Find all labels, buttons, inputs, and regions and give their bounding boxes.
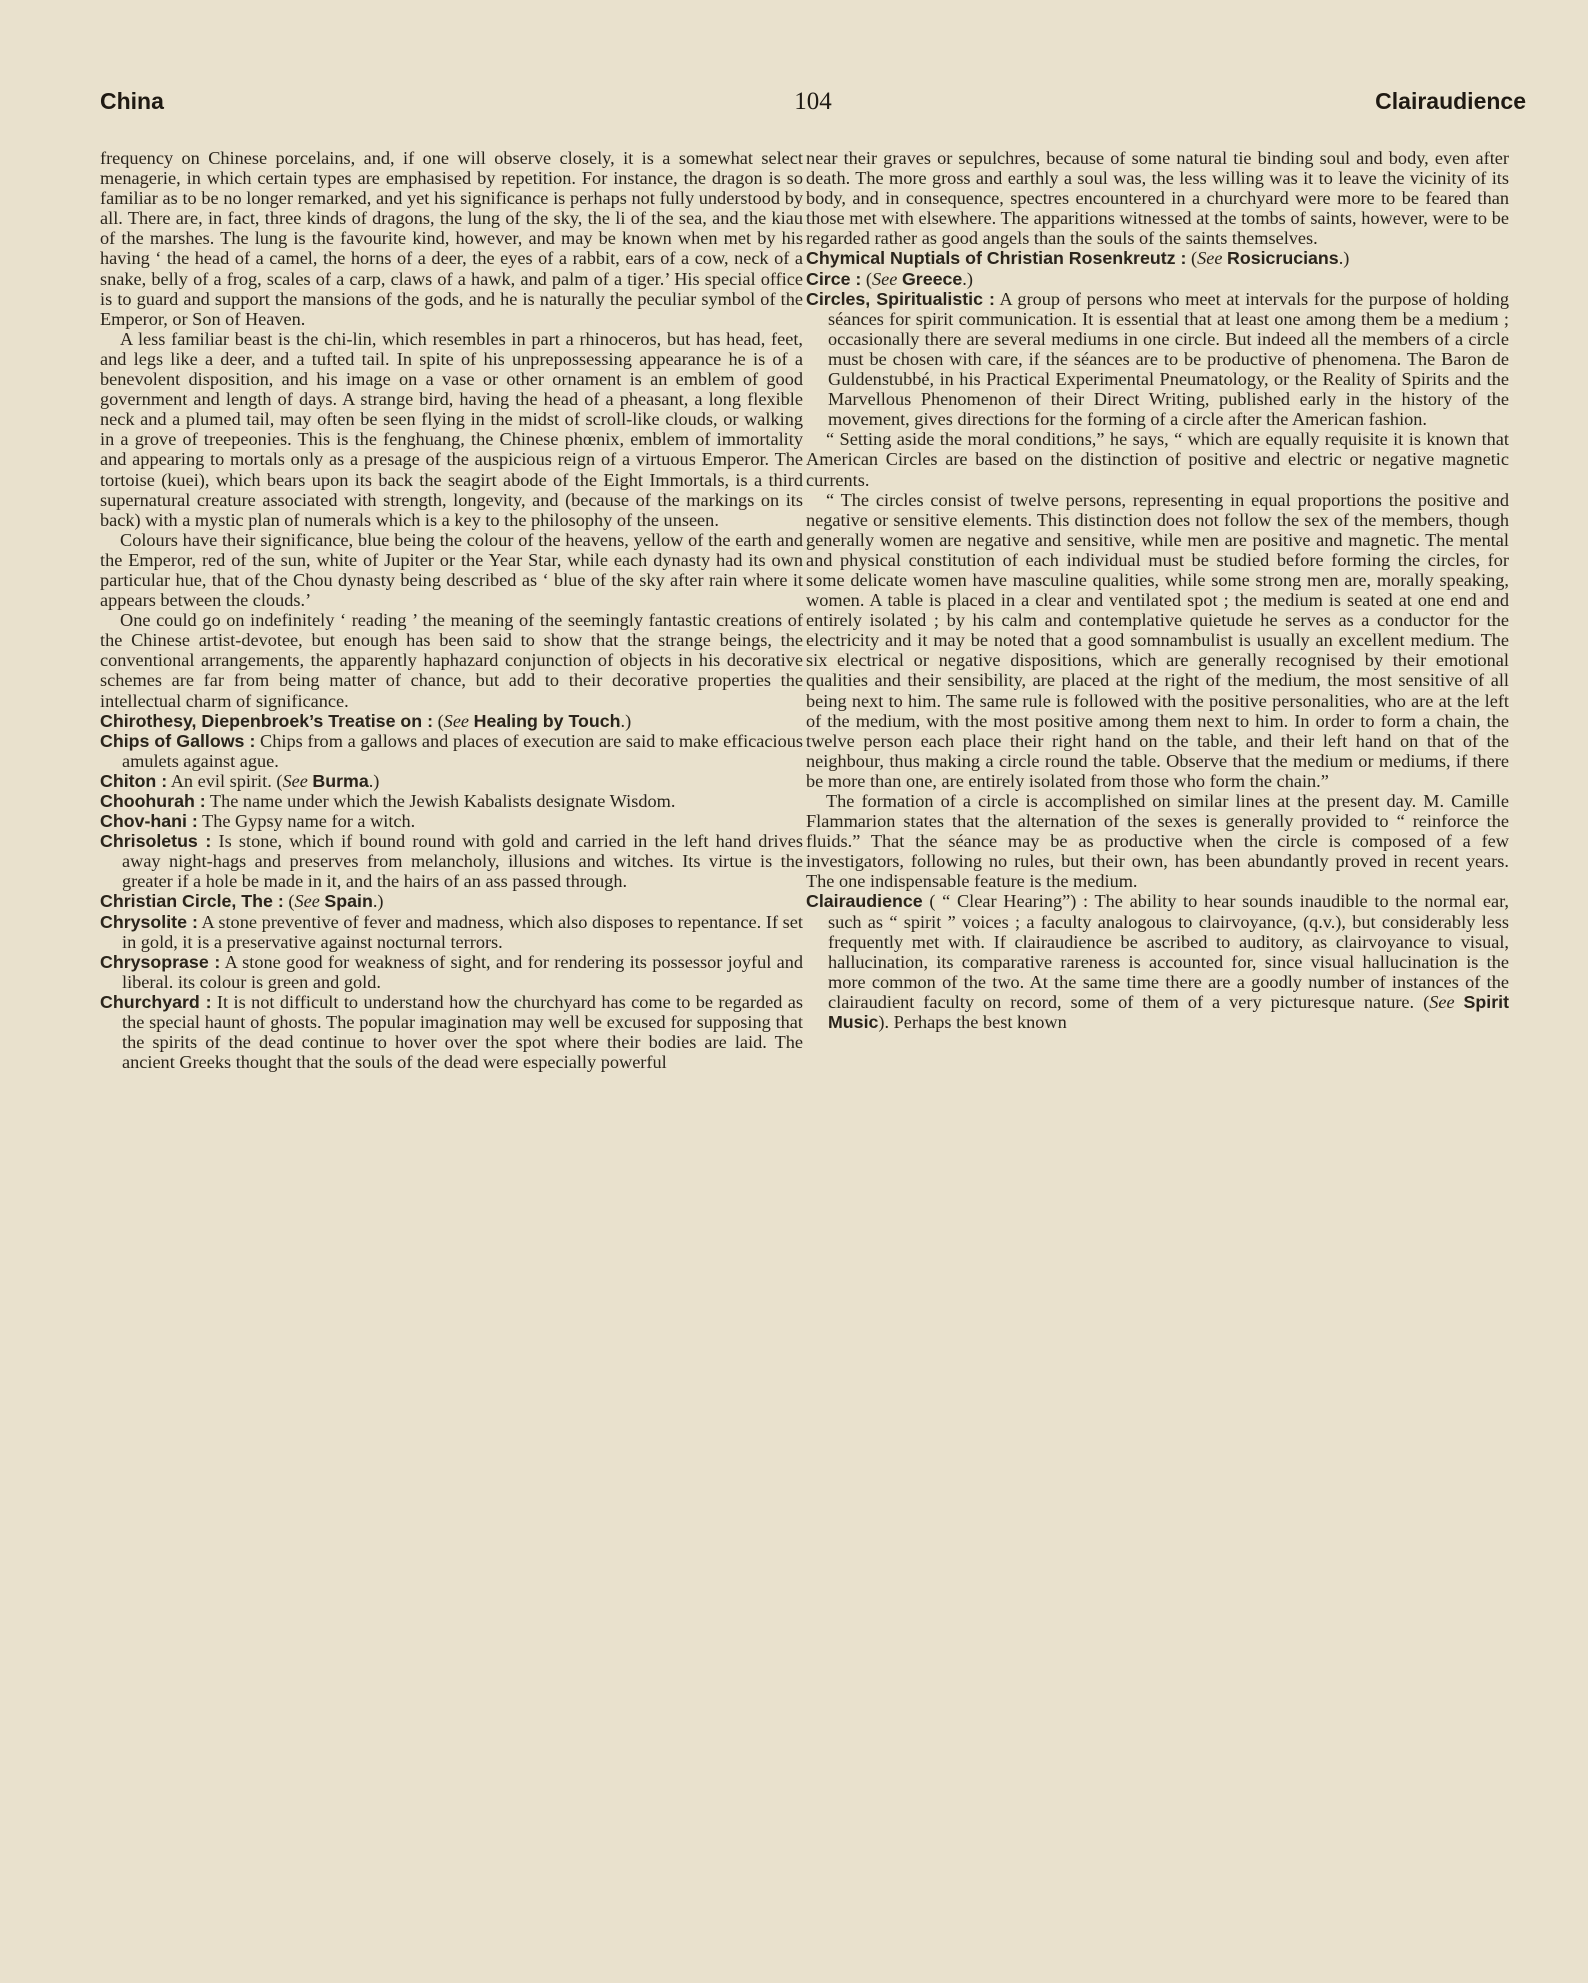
entry-headword: Chirothesy, Diepenbroek’s Treatise on :	[100, 710, 433, 731]
cross-reference: Spirit Music	[828, 991, 1509, 1033]
entry-text-end: ). Perhaps the best known	[878, 1012, 1067, 1033]
paragraph: A less familiar beast is the chi-lin, which resembles in part a rhinoceros, but has head, feet, and legs like a deer, and a tufted tail. In spite of his unprepossessing appearance he is of a benevolent disposition, and his image on a vase or other ornament is an emblem of good government and length of days. A strange bird, having the head of a pheasant, a long flexible neck and a plumed tail, may often be seen flying in the midst of scroll-like clouds, or walking in a grove of treepeonies. This is the fenghuang, the Chinese phœnix, emblem of immortality and appearing to mortals only as a presage of the auspicious reign of a virtuous Emperor. The tortoise (kuei), which bears upon its back the seagirt abode of the Eight Immortals, is a third supernatural creature associated with strength, longevity, and (because of the markings on its back) with a mystic plan of numerals which is a key to the philosophy of the unseen.	[100, 328, 803, 530]
entry-headword: Chymical Nuptials of Christian Rosenkreutz :	[806, 248, 1187, 269]
dictionary-entry	[806, 891, 1509, 1032]
paragraph: “ Setting aside the moral conditions,” he says, “ which are equally requisite it is known that American Circles are based on the distinction of positive and electric or negative magnetic currents.	[806, 429, 1509, 490]
dictionary-entry	[100, 912, 803, 952]
entry-text: The Gypsy name for a witch.	[197, 811, 416, 832]
entry-text: A stone preventive of fever and madness, which also disposes to repentance. If set in gold, it is a preservative against nocturnal terrors.	[122, 911, 803, 952]
dictionary-entry	[100, 952, 803, 992]
see-label: See	[294, 891, 320, 912]
dictionary-entry	[100, 831, 803, 891]
right-column	[806, 148, 1509, 1938]
paragraph: frequency on Chinese porcelains, and, if one will observe closely, it is a somewhat select menagerie, in which certain types are emphasised by repetition. For instance, the dragon is so familiar as to be no longer remarked, and yet his significance is perhaps not fully understood by all. There are, in fact, three kinds of dragons, the lung of the sky, the li of the sea, and the kiau of the marshes. The lung is the favourite kind, however, and may be known when met by his having ‘ the head of a camel, the horns of a deer, the eyes of a rabbit, ears of a cow, neck of a snake, belly of a frog, scales of a carp, claws of a hawk, and palm of a tiger.’ His special office is to guard and support the mansions of the gods, and he is naturally the peculiar symbol of the Emperor, or Son of Heaven.	[100, 148, 803, 329]
entry-headword: Choohurah :	[100, 791, 206, 811]
dictionary-entry	[806, 289, 1509, 430]
entry-text-end: .)	[368, 770, 380, 791]
entry-text: Is stone, which if bound round with gold and carried in the left hand drives away night-hags and preserves from melancholy, illusions and witches. Its virtue is the greater if a hole be made in it, and the hairs of an ass passed through.	[122, 831, 803, 892]
entry-headword: Chrysoprase :	[100, 951, 221, 972]
dictionary-entry	[100, 771, 803, 791]
entry-text: (	[1186, 248, 1198, 269]
paragraph: One could go on indefinitely ‘ reading ’ the meaning of the seemingly fantastic creations of the Chinese artist-devotee, but enough has been said to show that the strange beings, the conventional arrangements, the apparently haphazard conjunction of objects in his decorative schemes are far from being matter of chance, but add to their decorative properties the intellectual charm of significance.	[100, 610, 803, 711]
dictionary-entry	[806, 248, 1509, 268]
running-header	[100, 88, 1526, 128]
entry-text: ( “ Clear Hearing”) : The ability to hear sounds inaudible to the normal ear, such as “ spirit ” voices ; a faculty analogous to clairvoyance, (q.v.), but considerably less frequently met with. If clairaudience be ascribed to auditory, as clairvoyance to visual, hallucination, its comparative rareness is accounted for, since visual hallucination is the more common of the two. At the same time there are a goodly number of instances of the clairaudient faculty on record, some of them of a very picturesque nature. (	[828, 891, 1509, 1012]
entry-text-end: .)	[1338, 248, 1350, 269]
see-label: See	[1197, 248, 1223, 269]
dictionary-entry	[100, 992, 803, 1072]
entry-text-end: .)	[372, 891, 384, 912]
header-left-guide-word: China	[100, 88, 164, 114]
paragraph: The formation of a circle is accomplished on similar lines at the present day. M. Camille Flammarion states that the alternation of the sexes is generally provided to “ reinforce the fluids.” That the séance may be as productive when the circle is composed of a few investigators, following no rules, but their own, has been abundantly proved in recent years. The one indispensable feature is the medium.	[806, 791, 1509, 892]
entry-text: (	[283, 891, 295, 912]
paragraph: “ The circles consist of twelve persons, representing in equal proportions the positive and negative or sensitive elements. This distinction does not follow the sex of the members, though generally women are negative and sensitive, while men are positive and magnetic. The mental and physical constitution of each individual must be studied before forming the circles, for some delicate women have masculine qualities, while some strong men are, morally speaking, women. A table is placed in a clear and ventilated spot ; the medium is seated at one end and entirely isolated ; by his calm and contemplative quietude he serves as a conductor for the electricity and it may be noted that a good somnambulist is usually an excellent medium. The six electrical or negative dispositions, which are generally recognised by their emotional qualities and their sensibility, are placed at the right of the medium, the most sensitive of all being next to him. The same rule is followed with the positive personalities, who are at the left of the medium, with the most positive among them next to him. In order to form a chain, the twelve person each place their right hand on the table, and their left hand on that of the neighbour, thus making a circle round the table. Observe that the medium or mediums, if there be more than one, are entirely isolated from those who form the chain.”	[806, 489, 1509, 791]
entry-headword: Christian Circle, The :	[100, 891, 284, 912]
entry-text: Chips from a gallows and places of execution are said to make efficacious amulets against ague.	[122, 730, 803, 771]
entry-text: A group of persons who meet at intervals for the purpose of holding séances for spirit communication. It is essential that at least one among them be a medium ; occasionally there are several mediums in one circle. But indeed all the members of a circle must be chosen with care, if the séances are to be productive of phenomena. The Baron de Guldenstubbé, in his Practical Experimental Pneumatology, or the Reality of Spirits and the Marvellous Phenomenon of their Direct Writing, published early in the history of the movement, gives directions for the forming of a circle after the American fashion.	[828, 288, 1509, 430]
entry-headword: Chiton :	[100, 770, 168, 791]
cross-reference: Spain	[324, 891, 373, 912]
entry-headword: Chrisoletus :	[100, 831, 212, 852]
dictionary-entry	[100, 791, 803, 811]
entry-text: An evil spirit. (	[167, 770, 283, 791]
see-label: See	[1429, 991, 1455, 1012]
entry-headword: Clairaudience	[806, 891, 923, 912]
cross-reference: Greece	[901, 268, 963, 289]
dictionary-entry	[100, 891, 803, 911]
entry-headword: Chov-hani :	[100, 811, 198, 832]
entry-headword: Churchyard :	[100, 991, 212, 1012]
entry-headword: Chips of Gallows :	[100, 730, 256, 751]
cross-reference: Healing by Touch	[473, 710, 621, 731]
dictionary-entry	[806, 269, 1509, 289]
header-right-guide-word: Clairaudience	[1375, 88, 1526, 114]
paragraph: Colours have their significance, blue being the colour of the heavens, yellow of the earth and the Emperor, red of the sun, white of Jupiter or the Year Star, while each dynasty had its own particular hue, that of the Chou dynasty being described as ‘ blue of the sky after rain where it appears between the clouds.’	[100, 529, 803, 611]
entry-text-end: .)	[962, 268, 973, 289]
see-label: See	[443, 710, 470, 731]
cross-reference: Burma	[312, 770, 369, 791]
entry-headword: Chrysolite :	[100, 911, 198, 932]
dictionary-entry	[100, 731, 803, 771]
dictionary-entry	[100, 711, 803, 731]
entry-text: It is not difficult to understand how the churchyard has come to be regarded as the special haunt of ghosts. The popular imagination may well be excused for supposing that the spirits of the dead continue to hover over the spot where their bodies are laid. The ancient Greeks thought that the souls of the dead were especially powerful	[122, 991, 803, 1073]
paragraph: near their graves or sepulchres, because of some natural tie binding soul and body, even after death. The more gross and earthly a soul was, the less willing was it to leave the vicinity of its body, and in consequence, spectres encountered in a churchyard were more to be feared than those met with elsewhere. The apparitions witnessed at the tombs of saints, however, were to be regarded rather as good angels than the souls of the saints themselves.	[806, 148, 1509, 249]
entry-headword: Circe :	[806, 268, 862, 289]
entry-text: (	[861, 268, 873, 289]
entry-text-end: .)	[620, 710, 632, 731]
entry-headword: Circles, Spiritualistic :	[806, 288, 995, 309]
entry-text: The name under which the Jewish Kabalists designate Wisdom.	[205, 791, 676, 811]
dictionary-entry	[100, 811, 803, 831]
entry-text: A stone good for weakness of sight, and for rendering its possessor joyful and liberal. its colour is green and gold.	[122, 951, 803, 992]
see-label: See	[282, 770, 308, 791]
cross-reference: Rosicrucians	[1227, 248, 1339, 269]
left-column	[100, 148, 803, 1938]
entry-text: (	[433, 710, 444, 731]
page-number: 104	[794, 88, 832, 115]
see-label: See	[872, 268, 898, 289]
